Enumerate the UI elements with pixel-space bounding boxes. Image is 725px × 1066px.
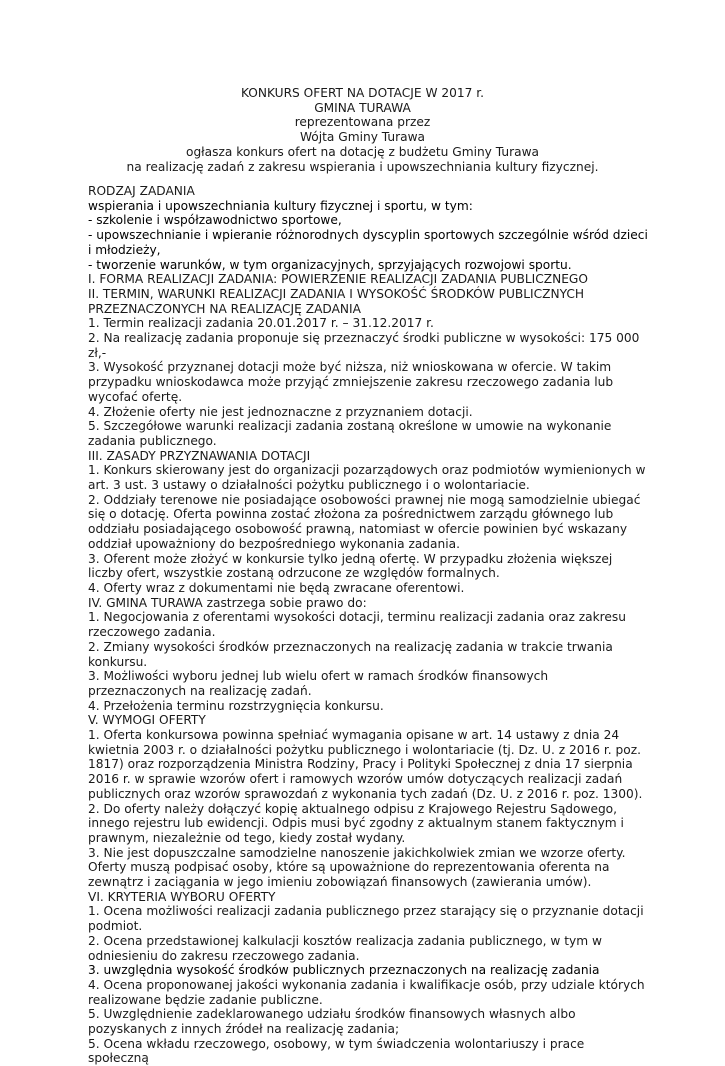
numbered-item: 1. Konkurs skierowany jest do organizacji pozarządowych oraz podmiotów wymienionych w art. 3 ust. 3 ustawy o działalności pożytku publicznego i o wolontariacie.	[88, 463, 646, 493]
section-heading: V. WYMOGI OFERTY	[88, 713, 206, 728]
numbered-item: 5. Ocena wkładu rzeczowego, osobowy, w tym świadczenia wolontariuszy i prace społeczną	[88, 1036, 585, 1066]
numbered-item: 2. Oddziały terenowe nie posiadające osobowości prawnej nie mogą samodzielnie ubiegać się o dotację. Oferta powinna zostać złożona za pośrednictwem zarządu głównego lub oddziału posiadającego osobowość prawną, natomiast w ofercie powinien być wskazany oddział upoważniony do bezpośredniego wykonania zadania.	[88, 492, 641, 551]
heading-task-type: RODZAJ ZADANIA	[88, 184, 195, 198]
numbered-item: 1. Oferta konkursowa powinna spełniać wymagania opisane w art. 14 ustawy z dnia 24 kwietnia 2003 r. o działalności pożytku publicznego i wolontariacie (tj. Dz. U. z 2016 r. poz. 1817) oraz rozporządzenia Ministra Rodziny, Pracy i Polityki Społecznej z dnia 17 sierpnia 2016 r. w sprawie wzorów ofert i ramowych wzorów umów dotyczących realizacji zadań publicznych oraz wzorów sprawozdań z wykonania tych zadań (Dz. U. z 2016 r. poz. 1300).	[88, 728, 643, 801]
numbered-item: 1. Termin realizacji zadania 20.01.2017 r. – 31.12.2017 r.	[88, 316, 434, 331]
list-item: - szkolenie i współzawodnictwo sportowe,	[88, 213, 342, 228]
document-header	[0, 86, 725, 174]
numbered-item: 2. Do oferty należy dołączyć kopię aktualnego odpisu z Krajowego Rejestru Sądowego, innego rejestru lub ewidencji. Odpis musi być zgodny z aktualnym stanem faktycznym i prawnym, niezależnie od tego, kiedy został wydany.	[88, 801, 624, 845]
header-line-represented: reprezentowana przez	[294, 115, 431, 130]
section-heading: III. ZASADY PRZYZNAWANIA DOTACJI	[88, 448, 311, 463]
header-line-mayor: Wójta Gminy Turawa	[299, 130, 426, 145]
numbered-item: 4. Ocena proponowanej jakości wykonania zadania i kwalifikacje osób, przy udziale których realizowane będzie zadanie publiczne.	[88, 977, 645, 1007]
numbered-item: 1. Negocjowania z oferentami wysokości dotacji, terminu realizacji zadania oraz zakresu rzeczowego zadania.	[88, 610, 626, 640]
numbered-item: 2. Na realizację zadania proponuje się przeznaczyć środki publiczne w wysokości: 175 000 zł,-	[88, 331, 640, 360]
numbered-item: 3. Nie jest dopuszczalne samodzielne nanoszenie jakichkolwiek zmian we wzorze oferty. Oferty muszą podpisać osoby, które są upoważnione do reprezentowania oferenta na zewnątrz i zaciągania w jego imieniu zobowiązań finansowych (zawierania umów).	[88, 845, 626, 890]
section-heading: II. TERMIN, WARUNKI REALIZACJI ZADANIA I WYSOKOŚĆ ŚRODKÓW PUBLICZNYCH PRZEZNACZONYCH NA REALIZACJĘ ZADANIA	[88, 286, 585, 316]
header-line-municipality: GMINA TURAWA	[314, 100, 411, 115]
numbered-item: 3. Oferent może złożyć w konkursie tylko jedną ofertę. W przypadku złożenia większej liczby ofert, wszystkie zostaną odrzucone ze względów formalnych.	[88, 551, 613, 581]
numbered-item: 4. Przełożenia terminu rozstrzygnięcia konkursu.	[88, 698, 384, 713]
numbered-item: 2. Zmiany wysokości środków przeznaczonych na realizację zadania w trakcie trwania konkursu.	[88, 639, 613, 669]
list-item: - upowszechnianie i wpieranie różnorodnych dyscyplin sportowych szczególnie wśród dzieci i młodzieży,	[88, 228, 648, 257]
numbered-item: 4. Oferty wraz z dokumentami nie będą zwracane oferentowi.	[88, 580, 465, 595]
numbered-item: 1. Ocena możliwości realizacji zadania publicznego przez starający się o przyznanie dotacji podmiot.	[88, 904, 644, 934]
numbered-item: 3. uwzględnia wysokość środków publicznych przeznaczonych na realizację zadania	[88, 963, 600, 978]
numbered-item: 5. Uwzględnienie zadeklarowanego udziału środków finansowych własnych albo pozyskanych z innych źródeł na realizację zadania;	[88, 1007, 576, 1037]
document-body	[88, 184, 648, 1066]
header-line-announcement: ogłasza konkurs ofert na dotację z budżetu Gminy Turawa	[185, 144, 540, 159]
list-item: - tworzenie warunków, w tym organizacyjnych, sprzyjających rozwojowi sportu.	[88, 257, 572, 272]
section-heading: IV. GMINA TURAWA zastrzega sobie prawo do:	[88, 595, 367, 610]
paragraph: wspierania i upowszechniania kultury fizycznej i sportu, w tym:	[88, 198, 473, 213]
numbered-item: 2. Ocena przedstawionej kalkulacji kosztów realizacja zadania publicznego, w tym w odniesieniu do zakresu rzeczowego zadania.	[88, 933, 602, 963]
numbered-item: 5. Szczegółowe warunki realizacji zadania zostaną określone w umowie na wykonanie zadania publicznego.	[88, 419, 612, 448]
numbered-item: 4. Złożenie oferty nie jest jednoznaczne z przyznaniem dotacji.	[88, 404, 473, 419]
section-heading: VI. KRYTERIA WYBORU OFERTY	[88, 889, 276, 904]
section-heading: I. FORMA REALIZACJI ZADANIA: POWIERZENIE REALIZACJI ZADANIA PUBLICZNEGO	[88, 272, 588, 287]
header-line-scope: na realizację zadań z zakresu wspierania i upowszechniania kultury fizycznej.	[126, 159, 599, 174]
numbered-item: 3. Wysokość przyznanej dotacji może być niższa, niż wnioskowana w ofercie. W takim przypadku wnioskodawca może przyjąć zmniejszenie zakresu rzeczowego zadania lub wycofać ofertę.	[88, 360, 614, 404]
header-line-title: KONKURS OFERT NA DOTACJE W 2017 r.	[240, 86, 485, 100]
numbered-item: 3. Możliwości wyboru jednej lub wielu ofert w ramach środków finansowych przeznaczonych na realizację zadań.	[88, 669, 549, 698]
